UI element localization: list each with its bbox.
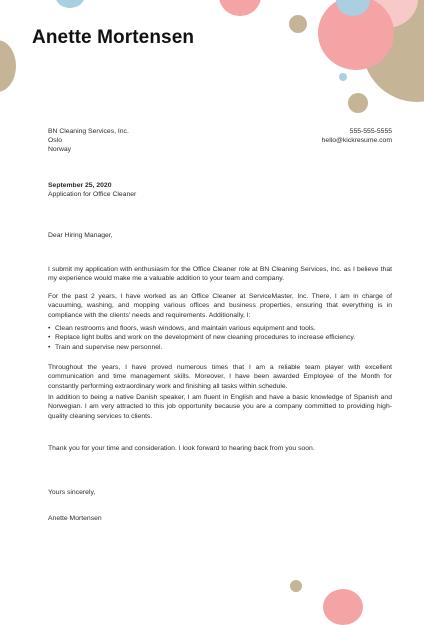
paragraph-intro: I submit my application with enthusiasm for the Office Cleaner role at BN Cleaning Services, Inc. as I believe that my experience would make me a valuable addition to your team and company. (48, 266, 392, 283)
recipient-address (48, 127, 129, 154)
decorative-circle-bottom-pink (323, 589, 363, 625)
contact-email: hello@kickresume.com (321, 137, 392, 144)
decorative-circle-mid-beige (348, 93, 368, 113)
decorative-circle-tiny-blue (339, 73, 347, 81)
paragraph-experience: For the past 2 years, I have worked as an Office Cleaner at ServiceMaster, Inc. There, I am in charge of vacuuming, washing, and mopping various offices and business properties, ensuring that everything is in compliance with the clients' needs and requirements. Additionally, I: (48, 293, 392, 319)
letter-date: September 25, 2020 (48, 182, 112, 189)
closing: Yours sincerely, (48, 489, 96, 496)
paragraph-achievements: Throughout the years, I have proved numerous times that I am a reliable team player with excellent communication and time management skills. Moreover, I have been awarded Employee of the Month for constantly performing extraordinary work and finishing all tasks within schedule. (48, 364, 392, 390)
applicant-name: Anette Mortensen (32, 27, 195, 48)
paragraph-languages: In addition to being a native Danish speaker, I am fluent in English and have a basic knowledge of Spanish and Norwegian. I am very attracted to this job opportunity because you are a company committed to providing high-quality cleaning services to clients. (48, 394, 392, 420)
contact-info (322, 127, 392, 145)
list-item: • Clean restrooms and floors, wash windows, and maintain various equipment and tools. (48, 325, 316, 332)
decorative-circle-top-pink (219, 0, 261, 16)
recipient-company: BN Cleaning Services, Inc. (48, 128, 129, 135)
duties-list (48, 324, 392, 352)
paragraph-thanks: Thank you for your time and consideration. I look forward to hearing back from you soon. (48, 445, 315, 452)
recipient-city: Oslo (48, 137, 62, 144)
date-subject-block (48, 181, 136, 199)
decorative-circle-top-blue (55, 0, 85, 8)
salutation: Dear Hiring Manager, (48, 232, 113, 239)
decorative-circle-bottom-beige (290, 580, 302, 592)
contact-phone: 555-555-5555 (349, 128, 392, 135)
recipient-country: Norway (48, 146, 72, 153)
list-item: • Replace light bulbs and work on the development of new cleaning procedures to increase efficiency. (48, 334, 356, 342)
letter-subject: Application for Office Cleaner (48, 191, 137, 198)
list-item: • Train and supervise new personnel. (48, 343, 163, 351)
decorative-circle-left-beige (0, 40, 16, 92)
decorative-circle-small-beige (289, 15, 307, 33)
signature: Anette Mortensen (48, 515, 102, 522)
